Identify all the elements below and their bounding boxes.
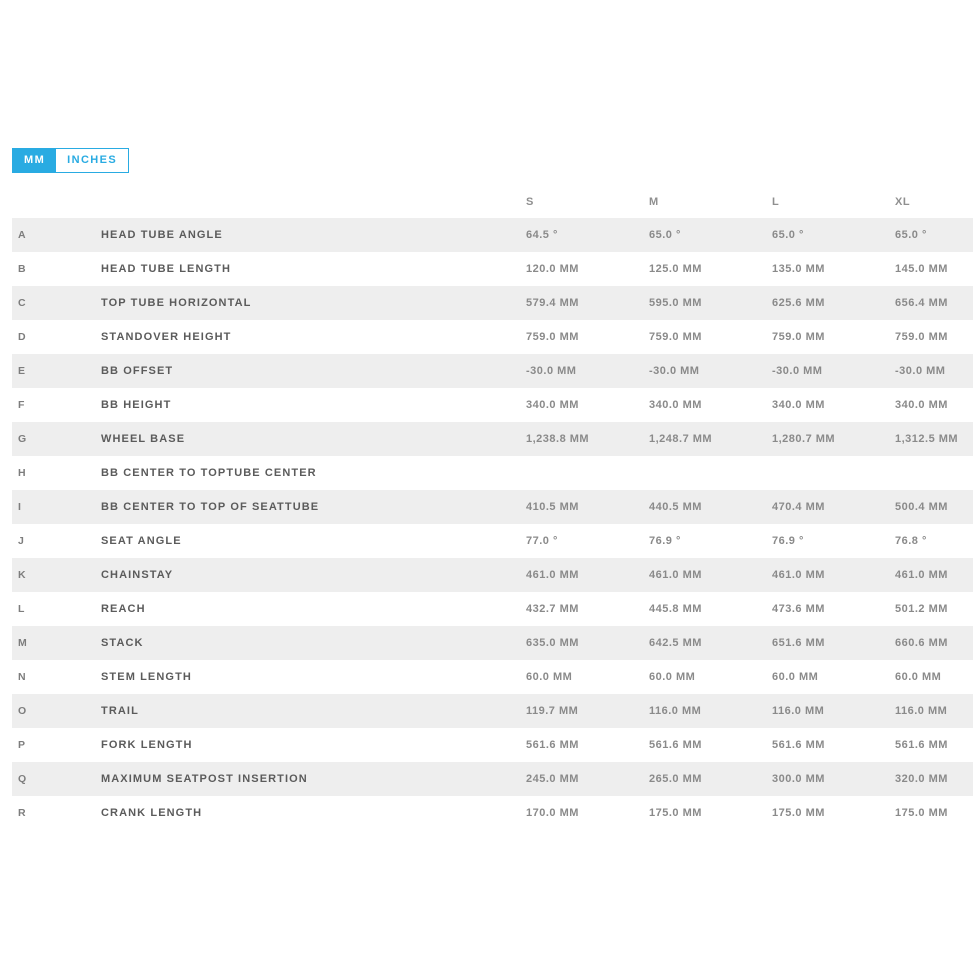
row-value-xl: 759.0 MM [895,320,973,354]
row-value-s: 119.7 MM [526,694,649,728]
row-value-s: 461.0 MM [526,558,649,592]
row-measure-name: CRANK LENGTH [54,796,526,830]
row-value-s: 340.0 MM [526,388,649,422]
row-value-l: 76.9 ° [772,524,895,558]
row-measure-name: REACH [54,592,526,626]
row-value-l: 461.0 MM [772,558,895,592]
header-size-xl: XL [895,196,911,208]
table-row [12,626,973,660]
header-size-m: M [649,196,659,208]
table-row [12,762,973,796]
row-measure-name: CHAINSTAY [54,558,526,592]
row-value-m [649,456,772,490]
row-value-l: 116.0 MM [772,694,895,728]
table-row [12,388,973,422]
row-value-xl: 145.0 MM [895,252,973,286]
row-value-m: 595.0 MM [649,286,772,320]
row-value-l [772,456,895,490]
row-letter: D [12,320,54,354]
row-value-xl: 461.0 MM [895,558,973,592]
header-measure [54,186,526,218]
row-value-l: 473.6 MM [772,592,895,626]
row-value-l: 1,280.7 MM [772,422,895,456]
row-letter: B [12,252,54,286]
row-value-xl: 340.0 MM [895,388,973,422]
row-letter: R [12,796,54,830]
row-value-l: 759.0 MM [772,320,895,354]
row-value-xl: 660.6 MM [895,626,973,660]
row-measure-name: HEAD TUBE LENGTH [54,252,526,286]
row-letter: F [12,388,54,422]
row-letter: L [12,592,54,626]
row-measure-name: WHEEL BASE [54,422,526,456]
row-value-s: 64.5 ° [526,218,649,252]
geometry-table [12,186,973,830]
row-value-m: 445.8 MM [649,592,772,626]
row-value-l: 470.4 MM [772,490,895,524]
row-value-m: 65.0 ° [649,218,772,252]
row-value-s: 759.0 MM [526,320,649,354]
row-letter: H [12,456,54,490]
row-value-l: 561.6 MM [772,728,895,762]
row-measure-name: BB CENTER TO TOP OF SEATTUBE [54,490,526,524]
row-letter: E [12,354,54,388]
row-value-s: 77.0 ° [526,524,649,558]
row-value-xl [895,456,973,490]
row-value-xl: 501.2 MM [895,592,973,626]
row-value-s: 170.0 MM [526,796,649,830]
row-value-l: 651.6 MM [772,626,895,660]
row-value-xl: -30.0 MM [895,354,973,388]
row-letter: J [12,524,54,558]
row-measure-name: BB HEIGHT [54,388,526,422]
table-row [12,456,973,490]
row-letter: I [12,490,54,524]
row-value-xl: 500.4 MM [895,490,973,524]
table-row [12,796,973,830]
row-letter: P [12,728,54,762]
row-value-m: 76.9 ° [649,524,772,558]
row-letter: M [12,626,54,660]
row-measure-name: STANDOVER HEIGHT [54,320,526,354]
row-letter: K [12,558,54,592]
row-value-m: 561.6 MM [649,728,772,762]
row-value-xl: 656.4 MM [895,286,973,320]
table-row [12,694,973,728]
header-letter [12,186,54,218]
row-value-l: 175.0 MM [772,796,895,830]
row-letter: O [12,694,54,728]
row-value-s: 579.4 MM [526,286,649,320]
row-value-xl: 175.0 MM [895,796,973,830]
row-value-s: 245.0 MM [526,762,649,796]
row-value-xl: 116.0 MM [895,694,973,728]
row-value-s: 1,238.8 MM [526,422,649,456]
row-measure-name: TRAIL [54,694,526,728]
row-value-m: 461.0 MM [649,558,772,592]
row-value-l: 625.6 MM [772,286,895,320]
row-letter: A [12,218,54,252]
row-value-l: 300.0 MM [772,762,895,796]
row-value-m: 125.0 MM [649,252,772,286]
row-value-xl: 561.6 MM [895,728,973,762]
row-value-s: 561.6 MM [526,728,649,762]
row-value-l: 60.0 MM [772,660,895,694]
row-letter: N [12,660,54,694]
row-value-m: 440.5 MM [649,490,772,524]
table-row [12,524,973,558]
unit-toggle[interactable] [12,148,129,173]
table-row [12,354,973,388]
row-value-l: -30.0 MM [772,354,895,388]
row-measure-name: STEM LENGTH [54,660,526,694]
row-value-l: 340.0 MM [772,388,895,422]
row-value-m: -30.0 MM [649,354,772,388]
row-measure-name: MAXIMUM SEATPOST INSERTION [54,762,526,796]
row-value-xl: 320.0 MM [895,762,973,796]
table-row [12,286,973,320]
table-row [12,558,973,592]
row-value-m: 1,248.7 MM [649,422,772,456]
row-measure-name: BB CENTER TO TOPTUBE CENTER [54,456,526,490]
unit-option-mm[interactable]: MM [13,149,56,172]
row-measure-name: SEAT ANGLE [54,524,526,558]
row-value-s: 635.0 MM [526,626,649,660]
table-body [12,218,973,830]
row-letter: G [12,422,54,456]
table-row [12,660,973,694]
row-value-m: 60.0 MM [649,660,772,694]
row-letter: C [12,286,54,320]
row-value-l: 135.0 MM [772,252,895,286]
unit-option-inches[interactable]: INCHES [56,149,128,172]
row-value-s: 120.0 MM [526,252,649,286]
row-value-s: 60.0 MM [526,660,649,694]
row-value-s: 432.7 MM [526,592,649,626]
table-row [12,592,973,626]
row-value-m: 116.0 MM [649,694,772,728]
table-header-row [12,186,973,218]
row-value-s: -30.0 MM [526,354,649,388]
row-value-m: 759.0 MM [649,320,772,354]
row-value-xl: 60.0 MM [895,660,973,694]
row-value-m: 340.0 MM [649,388,772,422]
table-row [12,422,973,456]
row-measure-name: BB OFFSET [54,354,526,388]
row-value-xl: 1,312.5 MM [895,422,973,456]
row-value-m: 175.0 MM [649,796,772,830]
row-measure-name: FORK LENGTH [54,728,526,762]
row-measure-name: STACK [54,626,526,660]
row-value-xl: 76.8 ° [895,524,973,558]
row-measure-name: TOP TUBE HORIZONTAL [54,286,526,320]
table-row [12,320,973,354]
row-measure-name: HEAD TUBE ANGLE [54,218,526,252]
table-row [12,490,973,524]
row-letter: Q [12,762,54,796]
table-row [12,252,973,286]
row-value-s: 410.5 MM [526,490,649,524]
row-value-xl: 65.0 ° [895,218,973,252]
table-row [12,728,973,762]
header-size-l: L [772,196,780,208]
row-value-m: 265.0 MM [649,762,772,796]
table-row [12,218,973,252]
header-size-s: S [526,196,534,208]
row-value-l: 65.0 ° [772,218,895,252]
table-header [12,186,973,218]
row-value-m: 642.5 MM [649,626,772,660]
row-value-s [526,456,649,490]
